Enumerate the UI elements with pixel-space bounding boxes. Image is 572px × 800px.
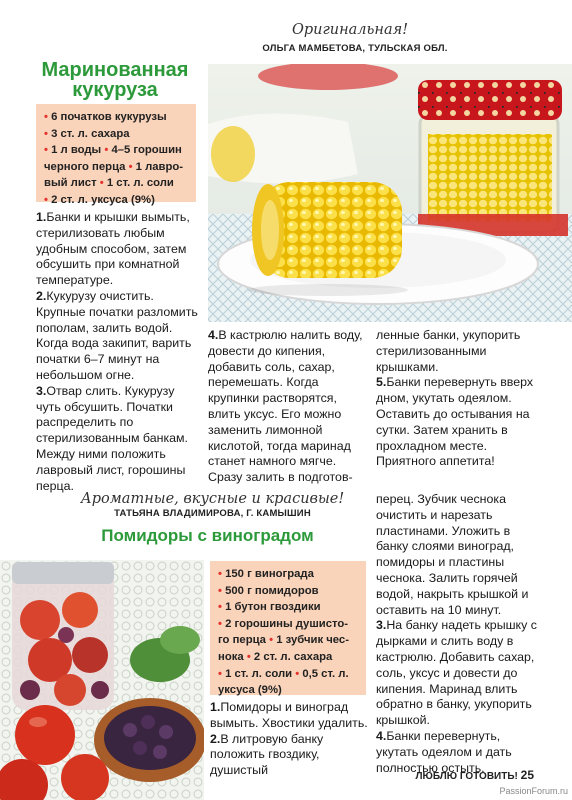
corn-illustration	[208, 64, 572, 322]
recipe1-ingredients	[36, 104, 196, 206]
ingredient-line	[44, 109, 188, 126]
bullet-icon: •	[218, 568, 226, 580]
bullet-icon: •	[44, 144, 52, 157]
page-footer	[415, 768, 534, 782]
bullet-icon: •	[269, 634, 277, 647]
ingredient-line	[44, 159, 188, 176]
bullet-icon: •	[218, 667, 226, 680]
bullet-icon: •	[128, 160, 136, 173]
bullet-icon: •	[218, 617, 226, 630]
ingredient-line	[44, 126, 188, 143]
ingredient-text: 2 горошины душисто-	[225, 617, 349, 630]
magazine-name: ЛЮБЛЮ ГОТОВИТЬ!	[415, 771, 518, 782]
ingredient-line	[44, 175, 188, 192]
corn-photo	[208, 64, 572, 322]
step-text: Кукурузу очистить. Крупные початки разломить пополам, залить водой. Когда вода закипит, варить початки 6–7 минут на небольшом огне.	[36, 288, 198, 382]
ingredient-line	[218, 649, 358, 666]
step-number: 3.	[36, 383, 47, 398]
bullet-icon: •	[295, 667, 303, 680]
ingredient-text: 1 лавро-	[135, 160, 184, 173]
bullet-icon: •	[99, 177, 107, 190]
ingredient-text: вый лист	[44, 177, 100, 190]
step-number: 4.	[208, 328, 219, 342]
recipe2-steps-mid	[210, 700, 370, 779]
step-text: В литровую банку положить гвоздику, душистый	[210, 731, 324, 778]
recipe2-kicker: Ароматные, вкусные и красивые!	[80, 491, 345, 507]
step-number: 5.	[376, 375, 387, 390]
step-text: Банки перевернуть, укутать одеялом и дать полностью остыть.	[376, 728, 512, 775]
ingredient-line	[218, 583, 358, 600]
ingredient-line	[218, 566, 358, 583]
bullet-icon: •	[104, 144, 112, 157]
bullet-icon: •	[44, 193, 52, 206]
recipe2-title: Помидоры с виноградом	[101, 526, 314, 545]
ingredient-text: го перца	[218, 634, 270, 647]
ingredient-line	[218, 682, 358, 699]
step-number: 2.	[210, 731, 221, 746]
ingredient-text: 1 бутон гвоздики	[225, 601, 321, 614]
recipe1-author: ОЛЬГА МАМБЕТОВА, ТУЛЬСКАЯ ОБЛ.	[262, 43, 448, 54]
step-number: 4.	[376, 728, 387, 743]
ingredient-text: 1 л воды	[51, 144, 105, 157]
recipe1-col3	[376, 328, 544, 470]
ingredient-text: 0,5 ст. л.	[302, 667, 349, 680]
recipe-step	[210, 700, 370, 732]
step-text: Банки и крышки вымыть, стерилизовать любым удобным способом, затем обсушить при комнатной температуре.	[36, 210, 190, 288]
recipe-step	[36, 210, 199, 289]
ingredient-line	[218, 632, 358, 649]
recipe2-col-right	[376, 492, 542, 776]
page-number: 25	[520, 768, 534, 782]
continued-text: ленные банки, укупорить стерилизованными крышками.	[376, 328, 521, 374]
recipe-step	[36, 289, 199, 384]
step-text: На банку надеть крышку с дырками и слить воду в кастрюлю. Добавить сахар, соль, уксус и довести до кипения. Маринад влить обратно в банку, укупорить крышкой.	[376, 618, 537, 728]
ingredient-text: черного перца	[44, 160, 129, 173]
ingredient-text: 2 ст. л. сахара	[253, 650, 333, 663]
ingredient-text: 4–5 горошин	[111, 144, 182, 157]
step-number: 2.	[36, 288, 47, 303]
ingredient-text: 2 ст. л. уксуса (9%)	[51, 193, 155, 206]
ingredient-text: 1 зубчик чес-	[276, 634, 349, 647]
step-number: 1.	[210, 700, 221, 714]
bullet-icon: •	[218, 601, 226, 614]
recipe1-kicker: Оригинальная!	[291, 22, 409, 38]
recipe2-ingredients	[210, 561, 366, 695]
ingredient-text: уксуса (9%)	[218, 684, 282, 697]
recipe1-steps-col1	[36, 210, 199, 494]
tomato-photo	[0, 560, 204, 800]
step-number: 1.	[36, 210, 47, 224]
ingredient-line	[44, 192, 188, 209]
ingredient-line	[218, 666, 358, 683]
recipe-step	[210, 732, 370, 779]
ingredient-text: 3 ст. л. сахара	[51, 127, 130, 140]
ingredient-line	[218, 599, 358, 616]
continued-text: перец. Зубчик чеснока очистить и нарезать пластинами. Уложить в банку слоями виноград, помидоры и пластины чеснока. Залить горячей водой, накрыть крышкой и оставить на 10 минут.	[376, 492, 529, 617]
ingredient-text: 500 г помидоров	[225, 584, 319, 597]
step-number: 3.	[376, 618, 387, 633]
watermark: PassionForum.ru	[499, 786, 568, 796]
recipe-step	[36, 384, 199, 495]
step-text: В кастрюлю налить воду, довести до кипения, добавить соль, сахар, перемешать. Когда крупинки растворятся, влить уксус. Его можно заменить лимонной кислотой, тогда маринад станет намного мягче. Сразу залить в подготов-	[208, 328, 363, 485]
bullet-icon: •	[44, 111, 52, 123]
step-text: Банки перевернуть вверх дном, укутать одеялом. Оставить до остывания на сутки. Затем хранить в прохладном месте. Приятного аппетита!	[376, 375, 534, 469]
step-text: Помидоры и виноград вымыть. Хвостики удалить.	[210, 700, 368, 730]
ingredient-text: 1 ст. л. соли	[106, 177, 174, 190]
ingredient-text: 1 ст. л. соли	[225, 667, 296, 680]
ingredient-line	[44, 142, 188, 159]
ingredient-text: 150 г винограда	[225, 568, 314, 580]
ingredient-line	[218, 616, 358, 633]
recipe1-title: Маринованная кукуруза	[41, 59, 189, 101]
ingredient-text: 6 початков кукурузы	[51, 111, 167, 123]
recipe2-author: ТАТЬЯНА ВЛАДИМИРОВА, Г. КАМЫШИН	[114, 508, 311, 519]
bullet-icon: •	[218, 584, 226, 597]
step-text: Отвар слить. Кукурузу чуть обсушить. Початки распределить по стерилизованным банкам. Между ними положить лавровый лист, горошины перца.	[36, 383, 188, 493]
tomato-illustration	[0, 560, 204, 800]
bullet-icon: •	[246, 650, 254, 663]
bullet-icon: •	[44, 127, 52, 140]
ingredient-text: нока	[218, 650, 247, 663]
recipe1-step4	[208, 328, 371, 486]
